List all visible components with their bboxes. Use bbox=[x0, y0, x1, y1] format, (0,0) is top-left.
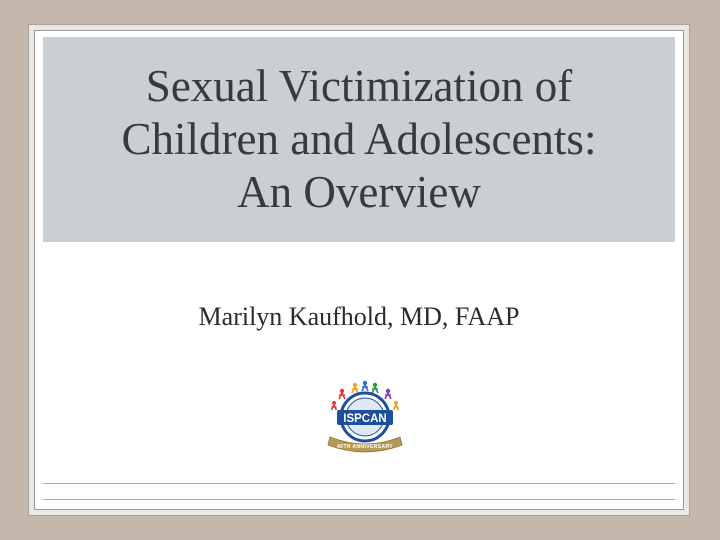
logo-name: ISPCAN bbox=[343, 413, 387, 425]
title-band bbox=[43, 37, 675, 242]
ispcan-logo bbox=[322, 377, 408, 455]
title-line-1: Sexual Victimization of bbox=[145, 61, 573, 111]
logo-ribbon-text: 40TH ANNIVERSARY bbox=[336, 444, 394, 450]
footer-rule-bottom bbox=[43, 499, 675, 500]
footer-rule-top bbox=[43, 483, 675, 484]
slide-title bbox=[122, 60, 597, 219]
title-line-2: Children and Adolescents: bbox=[121, 114, 597, 164]
title-line-3: An Overview bbox=[237, 167, 481, 217]
slide bbox=[34, 30, 684, 510]
slide-subtitle: Marilyn Kaufhold, MD, FAAP bbox=[198, 302, 520, 331]
